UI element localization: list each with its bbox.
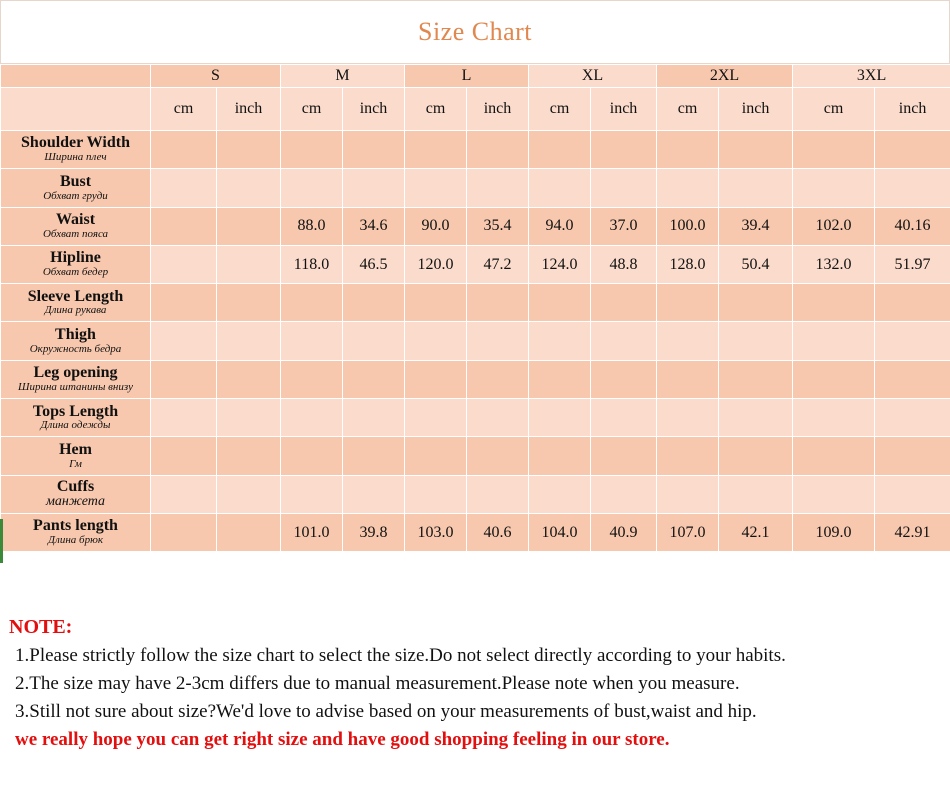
value-cell: 118.0: [281, 245, 343, 283]
value-cell: [529, 399, 591, 437]
value-cell: 103.0: [405, 513, 467, 551]
unit-cell: inch: [467, 88, 529, 131]
unit-cell: cm: [793, 88, 875, 131]
value-cell: 50.4: [719, 245, 793, 283]
value-cell: [467, 360, 529, 398]
value-cell: [529, 131, 591, 169]
value-cell: 40.16: [875, 207, 950, 245]
size-header-row: [1, 65, 950, 88]
row-label: [1, 245, 151, 283]
value-cell: [343, 169, 405, 207]
value-cell: [217, 284, 281, 322]
value-cell: [151, 245, 217, 283]
value-cell: [719, 437, 793, 475]
value-cell: [343, 284, 405, 322]
value-cell: 104.0: [529, 513, 591, 551]
value-cell: [467, 399, 529, 437]
value-cell: [793, 437, 875, 475]
value-cell: [591, 437, 657, 475]
value-cell: [405, 475, 467, 513]
value-cell: [657, 437, 719, 475]
value-cell: [281, 131, 343, 169]
row-label-translation: Гм: [69, 457, 82, 470]
value-cell: [793, 131, 875, 169]
table-row: [1, 437, 950, 475]
size-header: 3XL: [793, 65, 950, 88]
row-label-translation: манжета: [45, 494, 106, 510]
value-cell: 124.0: [529, 245, 591, 283]
value-cell: 34.6: [343, 207, 405, 245]
value-cell: [343, 475, 405, 513]
value-cell: [405, 131, 467, 169]
corner-cell: [1, 65, 151, 88]
value-cell: [217, 245, 281, 283]
row-label: [1, 360, 151, 398]
row-label: [1, 399, 151, 437]
row-label: [1, 322, 151, 360]
value-cell: [529, 360, 591, 398]
value-cell: [151, 513, 217, 551]
size-header: 2XL: [657, 65, 793, 88]
size-header: XL: [529, 65, 657, 88]
value-cell: [151, 437, 217, 475]
note-highlight: we really hope you can get right size and have good shopping feeling in our store.: [15, 729, 670, 750]
row-label: [1, 169, 151, 207]
value-cell: [151, 207, 217, 245]
table-row: [1, 207, 950, 245]
value-cell: [529, 169, 591, 207]
value-cell: 94.0: [529, 207, 591, 245]
row-label-translation: Обхват пояса: [42, 227, 109, 240]
value-cell: [719, 169, 793, 207]
value-cell: [467, 131, 529, 169]
chart-title: Size Chart: [417, 17, 533, 46]
value-cell: [217, 437, 281, 475]
table-row: [1, 322, 950, 360]
value-cell: [281, 399, 343, 437]
value-cell: 102.0: [793, 207, 875, 245]
row-label-name: Sleeve Length: [27, 287, 124, 305]
value-cell: [793, 322, 875, 360]
value-cell: [343, 399, 405, 437]
value-cell: [793, 284, 875, 322]
corner-cell: [1, 88, 151, 131]
value-cell: 109.0: [793, 513, 875, 551]
size-header: M: [281, 65, 405, 88]
note-line: 2.The size may have 2-3cm differs due to manual measurement.Please note when you measure.: [15, 673, 740, 694]
note-title: NOTE:: [9, 616, 73, 638]
value-cell: 48.8: [591, 245, 657, 283]
value-cell: [875, 169, 950, 207]
row-label-translation: Длина брюк: [48, 534, 103, 547]
value-cell: [719, 131, 793, 169]
value-cell: [591, 475, 657, 513]
value-cell: [151, 360, 217, 398]
value-cell: [529, 475, 591, 513]
value-cell: [657, 399, 719, 437]
unit-header-row: [1, 88, 950, 131]
row-label: [1, 513, 151, 551]
row-label-translation: Окружность бедра: [29, 342, 122, 355]
size-header: L: [405, 65, 529, 88]
value-cell: [151, 284, 217, 322]
unit-cell: inch: [719, 88, 793, 131]
value-cell: [591, 131, 657, 169]
value-cell: [467, 475, 529, 513]
value-cell: 42.1: [719, 513, 793, 551]
table-row: [1, 399, 950, 437]
value-cell: [217, 360, 281, 398]
unit-cell: inch: [217, 88, 281, 131]
value-cell: [529, 284, 591, 322]
size-header: S: [151, 65, 281, 88]
value-cell: [281, 360, 343, 398]
row-label-translation: Обхват бедер: [42, 266, 109, 279]
row-label: [1, 284, 151, 322]
value-cell: [875, 399, 950, 437]
row-label: [1, 207, 151, 245]
value-cell: [405, 437, 467, 475]
value-cell: [591, 360, 657, 398]
value-cell: [343, 437, 405, 475]
value-cell: 37.0: [591, 207, 657, 245]
value-cell: [467, 284, 529, 322]
row-label: [1, 437, 151, 475]
value-cell: [657, 131, 719, 169]
value-cell: [217, 131, 281, 169]
row-label-translation: Длина одежды: [40, 419, 111, 432]
row-label-name: Waist: [55, 211, 96, 229]
value-cell: 107.0: [657, 513, 719, 551]
row-label-name: Leg opening: [33, 364, 118, 382]
value-cell: [217, 169, 281, 207]
value-cell: 39.4: [719, 207, 793, 245]
value-cell: [343, 360, 405, 398]
value-cell: [151, 322, 217, 360]
row-label-name: Bust: [59, 172, 92, 190]
row-label-name: Tops Length: [32, 402, 119, 420]
value-cell: [875, 131, 950, 169]
value-cell: [657, 284, 719, 322]
value-cell: 90.0: [405, 207, 467, 245]
value-cell: [591, 322, 657, 360]
value-cell: 100.0: [657, 207, 719, 245]
row-label-name: Thigh: [55, 325, 96, 343]
value-cell: [151, 475, 217, 513]
value-cell: [281, 169, 343, 207]
value-cell: [719, 475, 793, 513]
value-cell: 128.0: [657, 245, 719, 283]
row-label-name: Hipline: [50, 249, 101, 267]
value-cell: [719, 360, 793, 398]
value-cell: [281, 284, 343, 322]
unit-cell: inch: [591, 88, 657, 131]
row-label: [1, 475, 151, 513]
green-edge-mark: [0, 519, 3, 563]
table-row: [1, 245, 950, 283]
value-cell: [217, 399, 281, 437]
value-cell: [591, 284, 657, 322]
value-cell: [281, 322, 343, 360]
value-cell: [657, 475, 719, 513]
value-cell: [657, 322, 719, 360]
value-cell: [467, 437, 529, 475]
row-label-translation: Длина рукава: [44, 304, 107, 317]
value-cell: [657, 360, 719, 398]
value-cell: 120.0: [405, 245, 467, 283]
size-chart-table: [0, 64, 950, 552]
value-cell: [467, 169, 529, 207]
value-cell: 51.97: [875, 245, 950, 283]
unit-cell: inch: [875, 88, 950, 131]
unit-cell: cm: [529, 88, 591, 131]
value-cell: [529, 322, 591, 360]
table-row: [1, 475, 950, 513]
size-chart-body: [1, 131, 950, 552]
row-label-name: Shoulder Width: [21, 134, 130, 152]
value-cell: [217, 207, 281, 245]
value-cell: [793, 475, 875, 513]
row-label-translation: Обхват груди: [43, 189, 108, 202]
row-label-name: Hem: [59, 440, 92, 458]
value-cell: [405, 169, 467, 207]
value-cell: [467, 322, 529, 360]
value-cell: 47.2: [467, 245, 529, 283]
value-cell: [591, 169, 657, 207]
value-cell: 39.8: [343, 513, 405, 551]
notes-section: [9, 616, 944, 754]
value-cell: [719, 399, 793, 437]
value-cell: 35.4: [467, 207, 529, 245]
value-cell: 88.0: [281, 207, 343, 245]
value-cell: [151, 399, 217, 437]
value-cell: 101.0: [281, 513, 343, 551]
value-cell: 42.91: [875, 513, 950, 551]
value-cell: 40.6: [467, 513, 529, 551]
unit-cell: cm: [281, 88, 343, 131]
unit-cell: cm: [151, 88, 217, 131]
value-cell: [875, 284, 950, 322]
unit-cell: cm: [657, 88, 719, 131]
value-cell: [405, 284, 467, 322]
value-cell: [875, 437, 950, 475]
table-row: [1, 513, 950, 551]
value-cell: [217, 475, 281, 513]
value-cell: [657, 169, 719, 207]
row-label-translation: Ширина штанины внизу: [17, 381, 133, 394]
value-cell: [217, 322, 281, 360]
table-row: [1, 284, 950, 322]
table-row: [1, 360, 950, 398]
unit-cell: inch: [343, 88, 405, 131]
value-cell: [591, 399, 657, 437]
value-cell: [281, 475, 343, 513]
row-label-name: Pants length: [33, 517, 118, 535]
value-cell: [217, 513, 281, 551]
value-cell: [719, 284, 793, 322]
value-cell: [151, 131, 217, 169]
value-cell: 40.9: [591, 513, 657, 551]
value-cell: [529, 437, 591, 475]
value-cell: [793, 169, 875, 207]
value-cell: [793, 360, 875, 398]
note-line: 3.Still not sure about size?We'd love to advise based on your measurements of bust,waist and hip.: [15, 701, 757, 722]
value-cell: [719, 322, 793, 360]
value-cell: [151, 169, 217, 207]
value-cell: [875, 322, 950, 360]
value-cell: [343, 322, 405, 360]
title-banner: [0, 0, 950, 64]
row-label: [1, 131, 151, 169]
row-label-translation: Ширина плеч: [44, 151, 107, 164]
value-cell: [405, 322, 467, 360]
value-cell: [405, 360, 467, 398]
value-cell: [343, 131, 405, 169]
value-cell: 46.5: [343, 245, 405, 283]
table-row: [1, 169, 950, 207]
unit-cell: cm: [405, 88, 467, 131]
value-cell: [793, 399, 875, 437]
value-cell: [875, 360, 950, 398]
value-cell: 132.0: [793, 245, 875, 283]
note-line: 1.Please strictly follow the size chart to select the size.Do not select directly according to your habits.: [15, 645, 786, 666]
value-cell: [281, 437, 343, 475]
table-row: [1, 131, 950, 169]
row-label-name: Cuffs: [56, 477, 95, 495]
value-cell: [405, 399, 467, 437]
value-cell: [875, 475, 950, 513]
